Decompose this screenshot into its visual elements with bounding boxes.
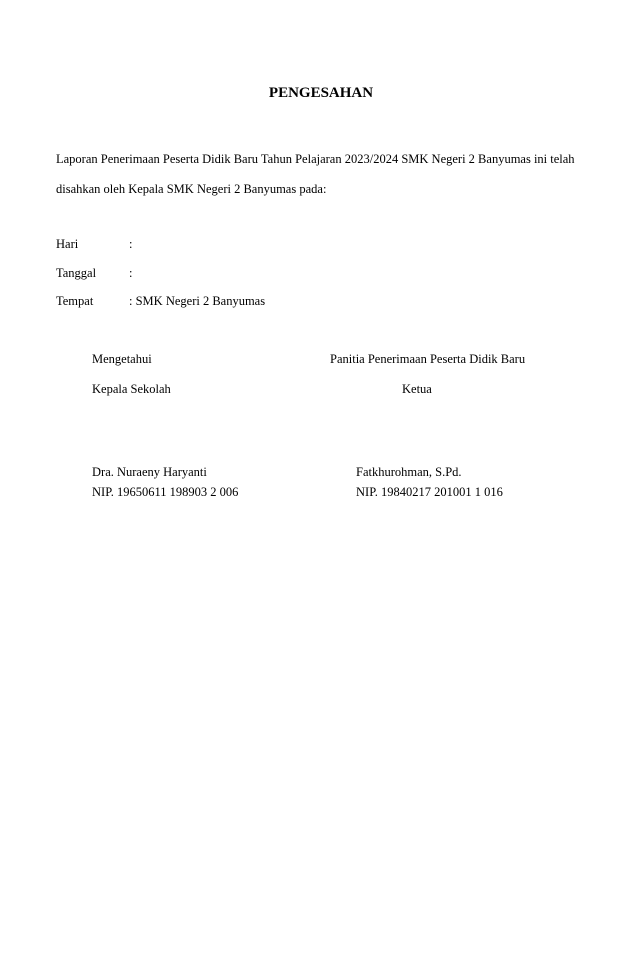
field-label-tanggal: Tanggal xyxy=(56,266,97,280)
field-label-hari: Hari xyxy=(56,237,79,251)
right-signature-role: Ketua xyxy=(402,382,432,396)
left-signature-name: Dra. Nuraeny Haryanti xyxy=(92,465,207,479)
right-signature-nip: NIP. 19840217 201001 1 016 xyxy=(356,485,503,499)
page-title: PENGESAHAN xyxy=(268,85,374,101)
right-signature-name: Fatkhurohman, S.Pd. xyxy=(356,465,462,479)
field-value-tanggal: : xyxy=(129,266,133,280)
field-value-hari: : xyxy=(129,237,133,251)
paragraph-line-1: Laporan Penerimaan Peserta Didik Baru Tahun Pelajaran 2023/2024 SMK Negeri 2 Banyumas ini telah xyxy=(56,152,575,166)
left-signature-heading: Mengetahui xyxy=(92,352,152,366)
field-value-tempat: : SMK Negeri 2 Banyumas xyxy=(129,294,266,308)
left-signature-role: Kepala Sekolah xyxy=(92,382,171,396)
paragraph-line-2: disahkan oleh Kepala SMK Negeri 2 Banyumas pada: xyxy=(56,182,327,196)
left-signature-nip: NIP. 19650611 198903 2 006 xyxy=(92,485,239,499)
right-signature-heading: Panitia Penerimaan Peserta Didik Baru xyxy=(330,352,526,366)
field-label-tempat: Tempat xyxy=(56,294,94,308)
